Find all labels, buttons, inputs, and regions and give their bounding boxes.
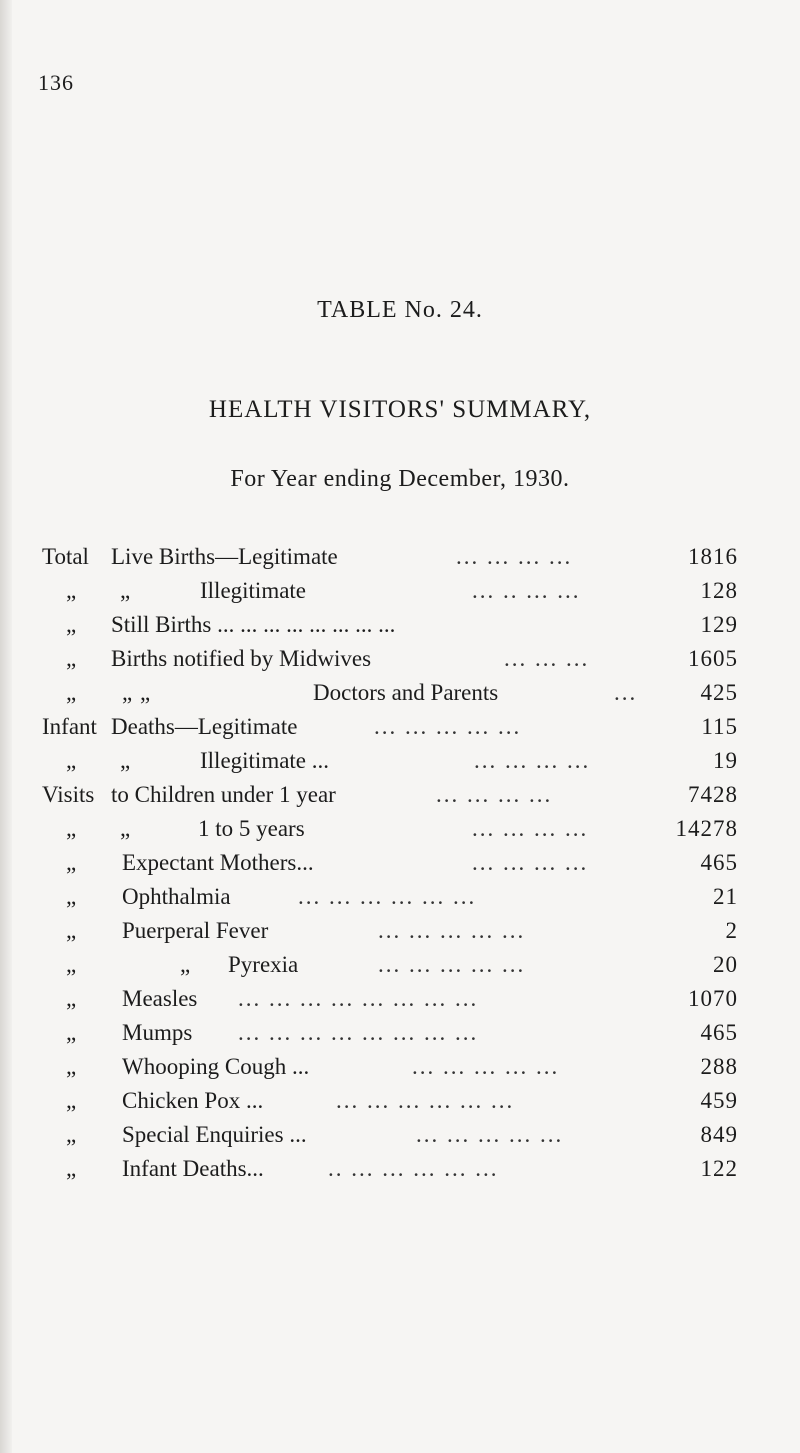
row-prefix: „	[66, 748, 77, 773]
row-label: Infant Deaths...	[122, 1156, 264, 1181]
row-prefix: „	[66, 986, 77, 1011]
row-prefix: „	[66, 952, 77, 977]
subtitle: For Year ending December, 1930.	[230, 466, 570, 492]
row-value: 1605	[688, 646, 738, 671]
table-row	[0, 1118, 800, 1152]
table-row	[0, 846, 800, 880]
row-label: Illegitimate	[200, 578, 307, 603]
row-value: 128	[700, 578, 738, 603]
table-title: TABLE No. 24.	[317, 297, 483, 323]
row-label: Chicken Pox ...	[122, 1088, 264, 1113]
summary-table	[0, 540, 800, 1186]
page-number: 136	[38, 70, 74, 95]
table-row	[0, 540, 800, 574]
row-value: 122	[700, 1156, 738, 1181]
row-prefix: „	[66, 680, 77, 705]
table-row	[0, 1084, 800, 1118]
row-label: to Children under 1 year	[111, 782, 336, 807]
row-ditto: „	[120, 578, 132, 603]
row-value: 1070	[688, 986, 738, 1011]
row-leaders: ... ... ... ... ... ...	[298, 884, 477, 909]
row-leaders: ... .. ... ...	[472, 578, 581, 603]
row-prefix: „	[66, 1122, 77, 1147]
row-leaders: .. ... ... ... ... ...	[328, 1156, 499, 1181]
row-value: 425	[700, 680, 738, 705]
row-value: 21	[713, 884, 738, 909]
row-leaders: ... ... ... ... ... ... ... ...	[238, 1020, 479, 1045]
row-prefix: „	[66, 612, 77, 637]
row-value: 115	[701, 714, 738, 739]
row-label: Mumps	[122, 1020, 193, 1045]
row-leaders: ... ... ...	[504, 646, 590, 671]
row-prefix: „	[66, 850, 77, 875]
table-row	[0, 710, 800, 744]
row-label: Special Enquiries ...	[122, 1122, 307, 1147]
row-leaders: ... ... ... ...	[472, 816, 589, 841]
row-prefix: „	[66, 1156, 77, 1181]
row-ditto: „	[120, 816, 132, 841]
row-prefix: Infant	[42, 714, 97, 739]
row-label: Puerperal Fever	[122, 918, 269, 943]
row-leaders: ... ... ... ...	[456, 544, 573, 569]
row-leaders: ... ... ... ... ... ... ... ...	[238, 986, 479, 1011]
row-value: 459	[700, 1088, 738, 1113]
row-ditto: „	[180, 952, 192, 977]
row-value: 849	[700, 1122, 738, 1147]
row-prefix: „	[66, 646, 77, 671]
row-value: 19	[713, 748, 738, 773]
table-row	[0, 812, 800, 846]
table-row	[0, 642, 800, 676]
table-row	[0, 1050, 800, 1084]
row-prefix: „	[66, 884, 77, 909]
row-leaders: ... ... ... ... ...	[412, 1054, 560, 1079]
row-label: Live Births—Legitimate	[111, 544, 338, 569]
row-prefix: „	[66, 1020, 77, 1045]
row-leaders: ... ... ... ... ...	[378, 918, 526, 943]
table-row	[0, 1016, 800, 1050]
row-label: 1 to 5 years	[198, 816, 305, 841]
table-row	[0, 880, 800, 914]
row-ditto: „	[120, 748, 132, 773]
row-prefix: Visits	[42, 782, 95, 807]
row-prefix: „	[66, 1054, 77, 1079]
row-ditto: „ „	[122, 680, 152, 705]
row-leaders: ...	[614, 680, 638, 705]
row-leaders: ... ... ... ... ... ...	[336, 1088, 515, 1113]
row-label: Pyrexia	[228, 952, 299, 977]
row-value: 288	[700, 1054, 738, 1079]
row-value: 129	[700, 612, 738, 637]
table-row	[0, 744, 800, 778]
row-label: Expectant Mothers...	[122, 850, 314, 875]
row-leaders: ... ... ... ...	[472, 850, 589, 875]
row-value: 14278	[675, 816, 738, 841]
table-row	[0, 1152, 800, 1186]
row-label: Deaths—Legitimate	[111, 714, 298, 739]
row-prefix: „	[66, 816, 77, 841]
row-value: 20	[713, 952, 738, 977]
row-leaders: ... ... ... ...	[474, 748, 591, 773]
table-row	[0, 914, 800, 948]
row-value: 7428	[688, 782, 738, 807]
row-label: Ophthalmia	[122, 884, 231, 909]
table-row	[0, 778, 800, 812]
row-label: Measles	[122, 986, 198, 1011]
row-value: 1816	[688, 544, 738, 569]
summary-title: HEALTH VISITORS' SUMMARY,	[208, 396, 592, 423]
row-label: Births notified by Midwives	[111, 646, 372, 671]
row-prefix: „	[66, 1088, 77, 1113]
table-row	[0, 574, 800, 608]
row-label: Doctors and Parents	[313, 680, 499, 705]
row-label: Illegitimate ...	[200, 748, 330, 773]
row-label: Whooping Cough ...	[122, 1054, 310, 1079]
row-value: 465	[700, 1020, 738, 1045]
row-prefix: „	[66, 578, 77, 603]
table-row	[0, 982, 800, 1016]
row-leaders: ... ... ... ... ...	[378, 952, 526, 977]
row-value: 2	[725, 918, 738, 943]
row-prefix: Total	[42, 544, 89, 569]
row-prefix: „	[66, 918, 77, 943]
table-row	[0, 608, 800, 642]
table-row	[0, 948, 800, 982]
row-leaders: ... ... ... ...	[436, 782, 553, 807]
row-label: Still Births ... ... ... ... ... ... ... ...	[111, 612, 396, 637]
row-value: 465	[700, 850, 738, 875]
table-row	[0, 676, 800, 710]
row-leaders: ... ... ... ... ...	[374, 714, 522, 739]
row-leaders: ... ... ... ... ...	[416, 1122, 564, 1147]
